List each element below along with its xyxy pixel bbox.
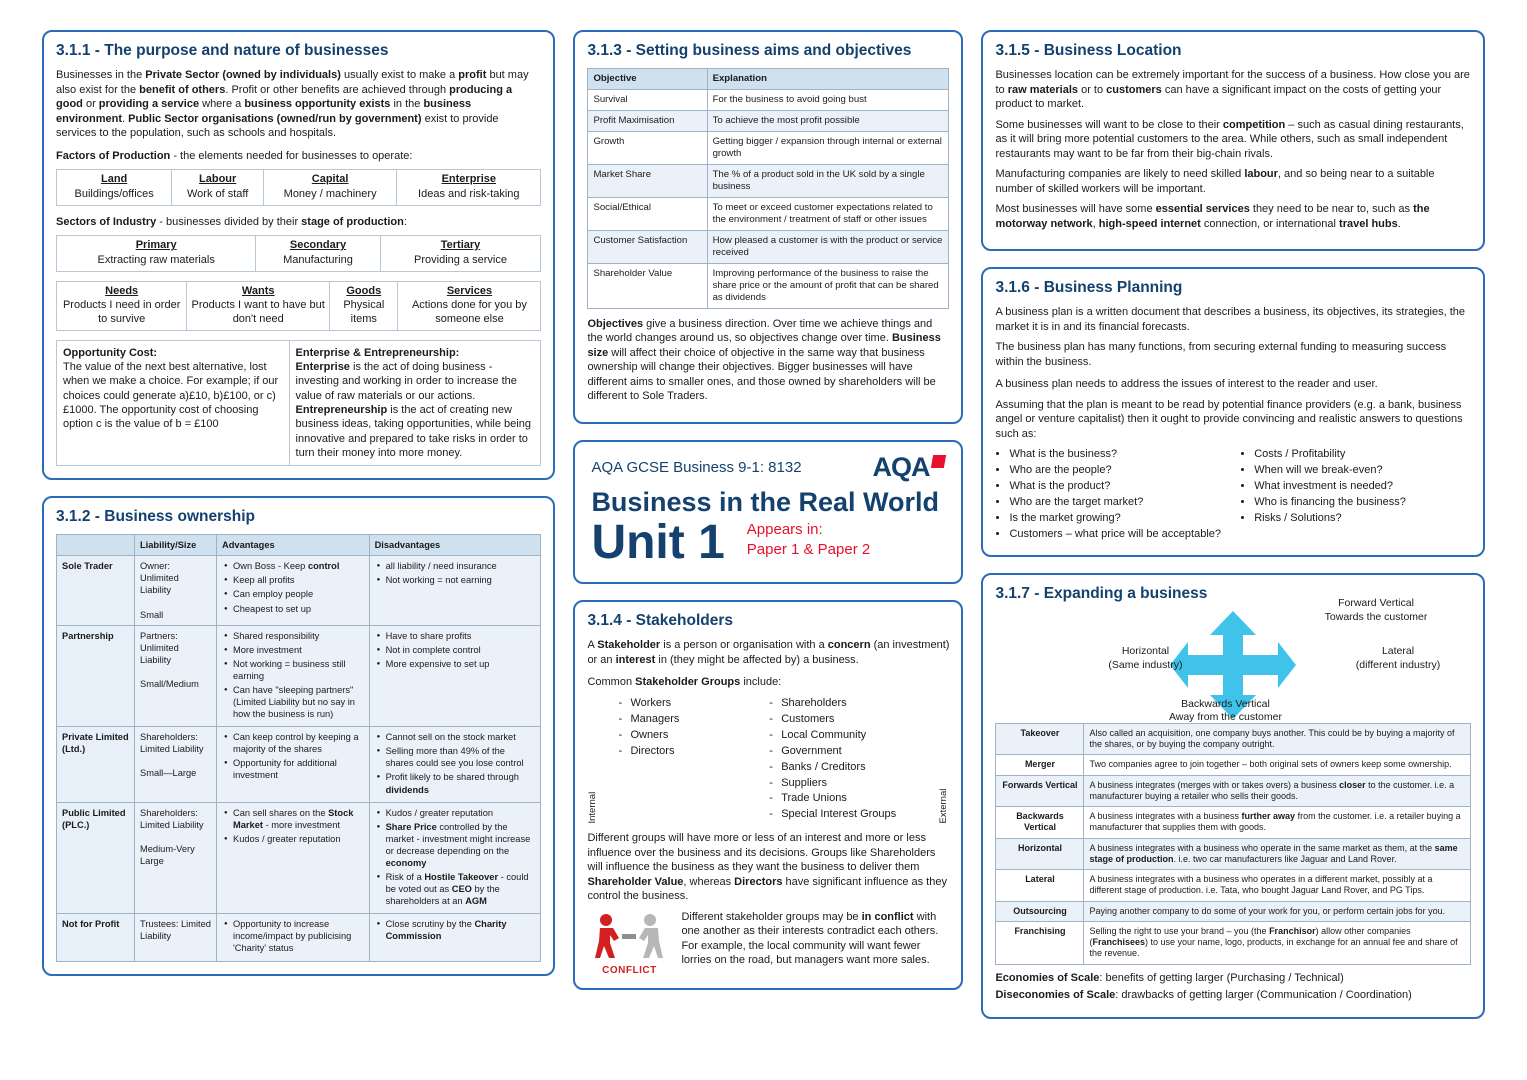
specification-label: AQA GCSE Business 9-1: 8132 — [591, 458, 802, 476]
table-row: Shareholder Value Improving performance of the business to raise the share price or the amount of profit that can be shared as dividends — [588, 263, 949, 308]
liability-cell: Trustees: Limited Liability — [135, 914, 217, 961]
appears-in-label: Appears in: — [746, 520, 823, 538]
liability-cell: Shareholders: Limited Liability Medium-Very Large — [135, 802, 217, 914]
stakeholder-intro: A Stakeholder is a person or organisation with a concern (an investment) or an interest in (they might be affected by) a business. — [587, 639, 950, 666]
list-item: - Customers — [769, 712, 934, 728]
card-3-1-2-title: 3.1.2 - Business ownership — [56, 508, 255, 526]
advantages-cell: ● Can sell shares on the Stock Market - more investment ● Kudos / greater reputation — [217, 802, 370, 914]
factor-land: Land Buildings/offices — [57, 170, 172, 206]
table-row: Social/Ethical To meet or exceed customer expectations related to the environment / treatment of staff or other issues — [588, 197, 949, 230]
card-3-1-1-title: 3.1.1 - The purpose and nature of businesses — [56, 42, 389, 59]
forward-vertical-label: Forward Vertical Towards the customer — [1324, 596, 1428, 623]
disadvantages-cell: ● Have to share profits ● Not in complete control ● More expensive to set up — [369, 625, 541, 727]
advantages-cell: ● Opportunity to increase income/impact by publicising 'Charity' status — [217, 914, 370, 961]
list-item: • Who are the target market? — [1009, 495, 1226, 511]
column-left — [42, 30, 555, 1050]
list-item: - Managers — [618, 712, 759, 728]
two-people-pushing-icon — [592, 910, 666, 962]
factors-label-bold: Factors of Production — [56, 149, 171, 162]
sector-secondary: Secondary Manufacturing — [256, 236, 380, 272]
needs-cell: Needs Products I need in order to survive — [57, 281, 187, 330]
economies-of-scale: Economies of Scale: benefits of getting larger (Purchasing / Technical) — [995, 971, 1344, 984]
disadvantages-cell: ● Cannot sell on the stock market ● Selling more than 49% of the shares could see you lose control ● Profit likely to be shared through dividends — [369, 727, 541, 802]
internal-label: Internal — [587, 791, 599, 824]
plan-questions — [995, 447, 1471, 543]
horizontal-desc: A business integrates with a business who operate in the same market as them, at the same stage of production. i.e. two car manufacturers like Jaguar and Land Rover. — [1084, 838, 1471, 870]
table-row: Franchising Selling the right to use your brand – you (the Franchisor) allow other companies (Franchisees) to use your name, logo, products, in exchange for an annual fee and share of the revenue. — [996, 921, 1471, 964]
common-groups-label: Common Stakeholder Groups include: — [587, 676, 782, 689]
sector-primary: Primary Extracting raw materials — [57, 236, 256, 272]
aqa-top-row — [591, 452, 945, 483]
table-row: Merger Two companies agree to join together – both original sets of owners keep some ownership. — [996, 755, 1471, 775]
conflict-caption: CONFLICT — [602, 964, 657, 976]
stakeholder-groups — [587, 696, 949, 824]
card-3-1-4-title: 3.1.4 - Stakeholders — [587, 612, 734, 630]
disadvantages-cell: ● Kudos / greater reputation ● Share Price controlled by the market - investment might increase or decrease depending on the economy ● Risk of a Hostile Takeover - could be voted out as CEO by the shareholders at an AGM — [369, 802, 541, 914]
services-cell: Services Actions done for you by someone else — [398, 281, 541, 330]
factor-labour: Labour Work of staff — [172, 170, 264, 206]
table-row: Survival For the business to avoid going bust — [588, 89, 949, 110]
card-3-1-7-title: 3.1.7 - Expanding a business — [995, 584, 1208, 602]
list-item: • What is the business? — [1009, 447, 1226, 463]
needs-wants-table — [56, 281, 541, 331]
list-item: • Customers – what price will be acceptable? — [1009, 527, 1226, 543]
sectors-of-industry-table — [56, 235, 541, 272]
list-item: • When will we break-even? — [1254, 463, 1471, 479]
location-paragraph-2: Some businesses will want to be close to their competition – such as casual dining restaurants, as it will bring more potential customers to the area. While others, such as small independent restaurants may want to be far from their big-chain rivals. — [995, 118, 1464, 160]
list-item: - Shareholders — [769, 696, 934, 712]
location-paragraph-3: Manufacturing companies are likely to need skilled labour, and so being near to a suitable number of skilled workers will be important. — [995, 168, 1435, 195]
column-right — [981, 30, 1485, 1050]
expansion-diagram — [995, 596, 1471, 724]
list-item: • Risks / Solutions? — [1254, 511, 1471, 527]
aims-objectives-table — [587, 68, 949, 309]
table-row: Partnership Partners: Unlimited Liability Small/Medium ● Shared responsibility ● More investment ● Not working = business still earning ● Can have "sleeping partners" (Limited Liability but no say in how the business is run) ● Have to share profits ● Not in complete control ● More expensive to set up — [57, 625, 541, 727]
external-list — [769, 696, 934, 824]
column-middle — [573, 30, 963, 1050]
purpose-paragraph: Businesses in the Private Sector (owned by individuals) usually exist to make a profit but may also exist for the benefit of others. Profit or other benefits are achieved through producing a good or providing a service where a business opportunity exists in the business environment. Public Sector organisations (owned/run by government) exist to provide services to the population, such as schools and hospitals. — [56, 69, 529, 140]
planning-paragraph-1: A business plan is a written document that describes a business, its objectives, its strategies, the market it is in and its financial forecasts. — [995, 306, 1466, 333]
sector-tertiary: Tertiary Providing a service — [380, 236, 541, 272]
plan-questions-right — [1240, 447, 1471, 543]
table-row: Customer Satisfaction How pleased a customer is with the product or service received — [588, 230, 949, 263]
horizontal-label: Horizontal (Same industry) — [1108, 644, 1183, 671]
appears-in-value: Paper 1 & Paper 2 — [746, 541, 871, 559]
table-row: Backwards Vertical A business integrates with a business further away from the customer. i.e. a retailer buying a manufacturer that supplies them with goods. — [996, 807, 1471, 839]
sectors-label: Sectors of Industry - businesses divided by their stage of production: — [56, 215, 407, 228]
factors-of-production-label — [56, 149, 541, 164]
wants-cell: Wants Products I want to have but don't need — [187, 281, 330, 330]
disadvantages-cell: ● Close scrutiny by the Charity Commission — [369, 914, 541, 961]
card-3-1-5-title: 3.1.5 - Business Location — [995, 42, 1182, 59]
table-row: Not for Profit Trustees: Limited Liability ● Opportunity to increase income/impact by publicising 'Charity' status ● Close scrutiny by the Charity Commission — [57, 914, 541, 961]
list-item: - Directors — [618, 744, 759, 760]
conflict-illustration — [587, 910, 671, 976]
list-item: - Suppliers — [769, 776, 934, 792]
card-3-1-1 — [42, 30, 555, 480]
table-row: Profit Maximisation To achieve the most profit possible — [588, 110, 949, 131]
planning-paragraph-4: Assuming that the plan is meant to be read by potential finance providers (e.g. a bank, business angel or venture capitalist) then it ought to provide convincing and realistic answers to questions such as: — [995, 398, 1463, 440]
list-item: - Government — [769, 744, 934, 760]
stakeholder-influence-paragraph: Different groups will have more or less of an interest and more or less influence over the business and its decisions. Groups like Shareholders will influence the business as they want the business to deliver them Shareholder Value, whereas Directors have significant influence as they control the business. — [587, 832, 947, 903]
location-paragraph-4: Most businesses will have some essential services they need to be near to, such as the motorway network, high-speed internet connection, or international travel hubs. — [995, 203, 1430, 230]
table-row: Horizontal A business integrates with a business who operate in the same market as them, at the same stage of production. i.e. two car manufacturers like Jaguar and Land Rover. — [996, 838, 1471, 870]
table-row: Public Limited (PLC.) Shareholders: Limited Liability Medium-Very Large ● Can sell shares on the Stock Market - more investment ● Kudos / greater reputation ● Kudos / greater reputation ● Share Price controlled by the market - investment might increase or decrease depending on the economy ● Risk of a Hostile Takeover - could be voted out as CEO by the shareholders at an AGM — [57, 802, 541, 914]
card-3-1-5 — [981, 30, 1485, 251]
conflict-paragraph: Different stakeholder groups may be in conflict with one another as their interests contradict each others. For example, the local community will want fewer lorries on the road, but managers want more sales. — [681, 910, 939, 967]
liability-cell: Shareholders: Limited Liability Small—Large — [135, 727, 217, 802]
opportunity-cost-cell: Opportunity Cost: The value of the next best alternative, lost when we make a choice. For example; if our choices could generate a)£10, b)£100, or c)£1000. The opportunity cost of choosing option c is the value of b = £100 — [57, 340, 290, 465]
card-3-1-6-title: 3.1.6 - Business Planning — [995, 279, 1183, 297]
card-title-block — [573, 440, 963, 584]
list-item: - Local Community — [769, 728, 934, 744]
enterprise-cell: Enterprise & Entrepreneurship: Enterprise is the act of doing business - investing and working in order to increase the value of raw materials or our actions. Entrepreneurship is the act of creating new business ideas, taking opportunities, while being innovative and prepared to take risks in order to turn their money into more money. — [289, 340, 541, 465]
internal-list — [618, 696, 759, 824]
conflict-row — [587, 910, 949, 976]
liability-cell: Partners: Unlimited Liability Small/Medium — [135, 625, 217, 727]
list-item: • Costs / Profitability — [1254, 447, 1471, 463]
aqa-logo: AQA — [872, 452, 945, 483]
table-header-row: Objective Explanation — [588, 69, 949, 90]
advantages-cell: ● Can keep control by keeping a majority of the shares ● Opportunity for additional investment — [217, 727, 370, 802]
table-header-row: Liability/Size Advantages Disadvantages — [57, 535, 541, 556]
objectives-paragraph: Objectives give a business direction. Over time we achieve things and the world changes around us, so objectives change over time. Business size will affect their choice of objective in the same way that business ownership will change their objectives. Bigger businesses will have different aims to smaller ones, and those owned by shareholders will be different to Sole Traders. — [587, 317, 941, 403]
list-item: • What is the product? — [1009, 479, 1226, 495]
scale-notes — [995, 971, 1471, 1004]
table-row: Outsourcing Paying another company to do some of your work for you, or perform certain jobs for you. — [996, 901, 1471, 921]
advantages-cell: ● Own Boss - Keep control ● Keep all profits ● Can employ people ● Cheapest to set up — [217, 556, 370, 625]
appears-in-block — [747, 520, 870, 569]
list-item: • What investment is needed? — [1254, 479, 1471, 495]
stakeholder-columns — [602, 696, 934, 824]
list-item: • Who are the people? — [1009, 463, 1226, 479]
factors-of-production-table — [56, 169, 541, 206]
planning-paragraph-3: A business plan needs to address the issues of interest to the reader and user. — [995, 378, 1378, 391]
planning-paragraph-2: The business plan has many functions, from securing external funding to measuring success within the business. — [995, 341, 1447, 368]
list-item: - Owners — [618, 728, 759, 744]
table-row: Growth Getting bigger / expansion through internal or external growth — [588, 131, 949, 164]
list-item: - Trade Unions — [769, 791, 934, 807]
table-row: Market Share The % of a product sold in the UK sold by a single business — [588, 164, 949, 197]
liability-cell: Owner: Unlimited Liability Small — [135, 556, 217, 625]
factor-enterprise: Enterprise Ideas and risk-taking — [397, 170, 541, 206]
card-3-1-3 — [573, 30, 963, 424]
table-row: Private Limited (Ltd.) Shareholders: Limited Liability Small—Large ● Can keep control by keeping a majority of the shares ● Opportunity for additional investment ● Cannot sell on the stock market ● Selling more than 49% of the shares could see you lose control ● Profit likely to be shared through dividends — [57, 727, 541, 802]
unit-row — [591, 515, 945, 569]
diseconomies-of-scale: Diseconomies of Scale: drawbacks of getting larger (Communication / Coordination) — [995, 989, 1412, 1002]
table-row: Sole Trader Owner: Unlimited Liability Small ● Own Boss - Keep control ● Keep all profits ● Can employ people ● Cheapest to set up ● all liability / need insurance ● Not working = not earning — [57, 556, 541, 625]
table-row: Forwards Vertical A business integrates (merges with or takes overs) a business closer to the customer. i.e. a manufacturer buying a retailer who sells their goods. — [996, 775, 1471, 807]
card-3-1-7 — [981, 573, 1485, 1020]
list-item: - Special Interest Groups — [769, 807, 934, 823]
franchising-desc: Selling the right to use your brand – you (the Franchisor) allow other companies (Franchisees) to use your name, logo, products, in exchange for an annual fee and share of the revenue. — [1084, 921, 1471, 964]
external-label: External — [938, 788, 950, 824]
aqa-logo-square — [931, 455, 946, 468]
list-item: • Is the market growing? — [1009, 511, 1226, 527]
list-item: - Workers — [618, 696, 759, 712]
topic-heading: Business in the Real World — [591, 486, 940, 517]
backwards-vertical-label: Backwards Vertical Away from the customer — [1168, 697, 1282, 724]
forwards-vertical-desc: A business integrates (merges with or takes overs) a business closer to the customer. i.e. a manufacturer buying a retailer who sells their goods. — [1084, 775, 1471, 807]
business-ownership-table — [56, 534, 541, 961]
lateral-label: Lateral (different industry) — [1355, 644, 1441, 671]
list-item: • Who is financing the business? — [1254, 495, 1471, 511]
goods-cell: Goods Physical items — [330, 281, 398, 330]
unit-number: Unit 1 — [591, 515, 725, 569]
list-item: - Banks / Creditors — [769, 760, 934, 776]
advantages-cell: ● Shared responsibility ● More investment ● Not working = business still earning ● Can have "sleeping partners" (Limited Liability but no say in how the business is run) — [217, 625, 370, 727]
expansion-methods-table — [995, 723, 1471, 965]
location-paragraph-1: Businesses location can be extremely important for the success of a business. How close you are to raw materials or to customers can have a significant impact on the costs of getting your product to market. — [995, 69, 1470, 111]
card-3-1-6 — [981, 267, 1485, 557]
card-3-1-4 — [573, 600, 963, 990]
card-3-1-2 — [42, 496, 555, 975]
factors-label-rest: - the elements needed for businesses to operate: — [170, 149, 413, 162]
disadvantages-cell: ● all liability / need insurance ● Not working = not earning — [369, 556, 541, 625]
table-row: Takeover Also called an acquisition, one company buys another. This could be by buying a majority of the shares, or by buying the company outright. — [996, 723, 1471, 755]
table-row: Lateral A business integrates with a business who operates in a different market, possibly at a different stage of production. i.e. Tata, who bought Jaguar Land Rover, and PG Tips. — [996, 870, 1471, 902]
factor-capital: Capital Money / machinery — [264, 170, 397, 206]
plan-questions-left — [995, 447, 1226, 543]
card-3-1-3-title: 3.1.3 - Setting business aims and objectives — [587, 42, 912, 59]
opportunity-enterprise-table — [56, 340, 541, 466]
backwards-vertical-desc: A business integrates with a business further away from the customer. i.e. a retailer buying a manufacturer that supplies them with goods. — [1084, 807, 1471, 839]
